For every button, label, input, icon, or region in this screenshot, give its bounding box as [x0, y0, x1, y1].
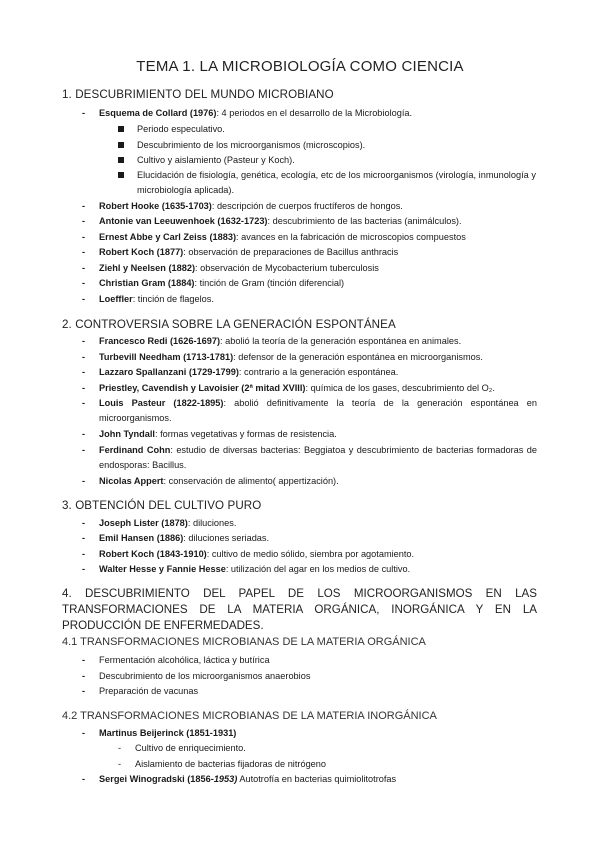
item-name: Nicolas Appert	[99, 476, 164, 486]
item-text: Descubrimiento de los microorganismos anaerobios	[99, 671, 311, 681]
item-name: Robert Koch (1843-1910)	[99, 549, 207, 559]
list-item	[82, 276, 537, 291]
dash: -	[82, 278, 86, 288]
dash: -	[82, 336, 86, 346]
item-name: Ernest Abbe y Carl Zeiss (1883)	[99, 232, 237, 242]
dash: -	[82, 655, 86, 665]
item-text: : descripción de cuerpos fructíferos de hongos.	[211, 201, 403, 211]
item-text: : conservación de alimento( appertización).	[163, 476, 339, 486]
item-name: Christian Gram (1884)	[99, 278, 195, 288]
list-item	[82, 381, 537, 396]
item-text: : química de los gases, descubrimiento del O₂.	[305, 383, 495, 393]
item-text: : cultivo de medio sólido, siembra por agotamiento.	[206, 549, 415, 559]
list-item-esquema	[82, 106, 537, 121]
item-name: Ziehl y Neelsen (1882)	[99, 263, 196, 273]
item-text: Preparación de vacunas	[99, 686, 199, 696]
item-text: Autotrofía en bacterias quimiolitotrofas	[237, 774, 397, 784]
item-text: : contrario a la generación espontánea.	[238, 367, 399, 377]
item-name: Walter Hesse y Fannie Hesse	[99, 564, 226, 574]
period-item	[118, 153, 536, 168]
item-name: Martinus Beijerinck (1851-1931)	[99, 728, 237, 738]
list-item	[82, 669, 537, 684]
item-name: John Tyndall	[99, 429, 155, 439]
item-name: Joseph Lister (1878)	[99, 518, 188, 528]
item-name: Esquema de Collard (1976)	[99, 108, 217, 118]
dash: -	[82, 232, 86, 242]
dash: -	[82, 352, 86, 362]
item-name: Ferdinand Cohn	[99, 445, 171, 455]
item-text: Fermentación alcohólica, láctica y butírica	[99, 655, 270, 665]
item-name: Turbevill Needham (1713-1781)	[99, 352, 234, 362]
item-text: Aislamiento de bacterias fijadoras de nitrógeno	[135, 759, 327, 769]
subsection-4-2-heading: 4.2 TRANSFORMACIONES MICROBIANAS DE LA MATERIA INORGÁNICA	[62, 710, 437, 722]
dash: -	[82, 367, 86, 377]
list-item	[82, 245, 537, 260]
item-name: Francesco Redi (1626-1697)	[99, 336, 221, 346]
list-item	[82, 261, 537, 276]
dash: -	[82, 263, 86, 273]
sub-list-item	[118, 741, 246, 756]
dash: -	[82, 445, 86, 455]
list-item	[82, 653, 537, 668]
period-item	[118, 168, 536, 198]
list-item	[82, 443, 537, 473]
item-text: : diluciones seriadas.	[183, 533, 270, 543]
dash: -	[82, 383, 86, 393]
item-text: : 4 periodos en el desarrollo de la Microbiología.	[216, 108, 413, 118]
item-name: Loeffler	[99, 294, 133, 304]
item-text: : formas vegetativas y formas de resistencia.	[154, 429, 337, 439]
dash: -	[82, 476, 86, 486]
period-text: Descubrimiento de los microorganismos (microscopios).	[137, 140, 366, 150]
item-text: Cultivo de enriquecimiento.	[135, 743, 246, 753]
dash: -	[118, 743, 122, 753]
dash: -	[82, 774, 86, 784]
list-item	[82, 547, 537, 562]
item-text: : diluciones.	[187, 518, 237, 528]
item-text: : abolió la teoría de la generación espontánea en animales.	[220, 336, 462, 346]
dash: -	[82, 201, 86, 211]
dash: -	[82, 671, 86, 681]
list-item	[82, 562, 537, 577]
item-name: Robert Hooke (1635-1703)	[99, 201, 212, 211]
item-text: : observación de preparaciones de Bacillus anthracis	[183, 247, 399, 257]
square-bullet-icon	[118, 157, 124, 163]
item-text: : descubrimiento de las bacterias (animálculos).	[267, 216, 462, 226]
list-item	[82, 199, 537, 214]
list-item	[82, 350, 537, 365]
list-item	[82, 230, 537, 245]
item-name: Sergei Winogradski (1856-	[99, 774, 214, 784]
item-year-end: 1953)	[213, 774, 238, 784]
item-text: : tinción de Gram (tinción diferencial)	[194, 278, 345, 288]
subsection-4-1-heading: 4.1 TRANSFORMACIONES MICROBIANAS DE LA MATERIA ORGÁNICA	[62, 636, 426, 648]
item-text: : tinción de flagelos.	[132, 294, 214, 304]
list-item	[82, 214, 537, 229]
dash: -	[82, 398, 86, 408]
dash: -	[118, 759, 122, 769]
item-text: : defensor de la generación espontánea en microorganismos.	[233, 352, 483, 362]
dash: -	[82, 728, 86, 738]
section-2-heading: 2. CONTROVERSIA SOBRE LA GENERACIÓN ESPONTÁNEA	[62, 318, 396, 331]
dash: -	[82, 216, 86, 226]
item-name: Priestley, Cavendish y Lavoisier (2ª mitad XVIII)	[99, 383, 306, 393]
item-text: : estudio de diversas bacterias: Beggiatoa y descubrimiento de bacterias formadoras de endosporas: Bacillus.	[99, 445, 538, 470]
item-name: Lazzaro Spallanzani (1729-1799)	[99, 367, 239, 377]
section-3-heading: 3. OBTENCIÓN DEL CULTIVO PURO	[62, 499, 262, 512]
square-bullet-icon	[118, 142, 124, 148]
item-name: Robert Koch (1877)	[99, 247, 184, 257]
list-item	[82, 516, 537, 531]
list-item	[82, 292, 537, 307]
page-title: TEMA 1. LA MICROBIOLOGÍA COMO CIENCIA	[136, 58, 464, 75]
dash: -	[82, 564, 86, 574]
item-text: : utilización del agar en los medios de cultivo.	[225, 564, 411, 574]
dash: -	[82, 533, 86, 543]
list-item	[82, 365, 537, 380]
item-name: Antonie van Leeuwenhoek (1632-1723)	[99, 216, 268, 226]
list-item	[82, 396, 537, 426]
list-item-winogradski	[82, 772, 537, 787]
period-item	[118, 122, 536, 137]
list-item	[82, 474, 537, 489]
period-text: Elucidación de fisiología, genética, ecología, etc de los microorganismos (virología, inmunología y microbiología aplicada).	[137, 170, 536, 195]
dash: -	[82, 247, 86, 257]
item-text: : avances en la fabricación de microscopios compuestos	[236, 232, 466, 242]
period-text: Cultivo y aislamiento (Pasteur y Koch).	[137, 155, 295, 165]
item-name: Emil Hansen (1886)	[99, 533, 184, 543]
section-4-heading: 4. DESCUBRIMIENTO DEL PAPEL DE LOS MICROORGANISMOS EN LAS TRANSFORMACIONES DE LA MATERIA ORGÁNICA, INORGÁNICA Y EN LA PRODUCCIÓN DE ENFERMEDADES.	[62, 587, 537, 632]
dash: -	[82, 518, 86, 528]
list-item-beijerinck	[82, 726, 537, 741]
dash: -	[82, 429, 86, 439]
list-item	[82, 334, 537, 349]
square-bullet-icon	[118, 126, 124, 132]
period-item	[118, 138, 536, 153]
list-item	[82, 684, 537, 699]
list-item	[82, 427, 537, 442]
dash: -	[82, 549, 86, 559]
section-1-heading: 1. DESCUBRIMIENTO DEL MUNDO MICROBIANO	[62, 88, 334, 101]
list-item	[82, 531, 537, 546]
period-text: Periodo especulativo.	[137, 124, 225, 134]
item-name: Louis Pasteur (1822-1895)	[99, 398, 224, 408]
item-text: : abolió definitivamente la teoría de la generación espontánea en microorganismos.	[99, 398, 537, 423]
dash: -	[82, 294, 86, 304]
sub-list-item	[118, 757, 326, 772]
dash: -	[82, 686, 86, 696]
dash: -	[82, 108, 86, 118]
item-text: : observación de Mycobacterium tuberculosis	[195, 263, 379, 273]
square-bullet-icon	[118, 172, 124, 178]
